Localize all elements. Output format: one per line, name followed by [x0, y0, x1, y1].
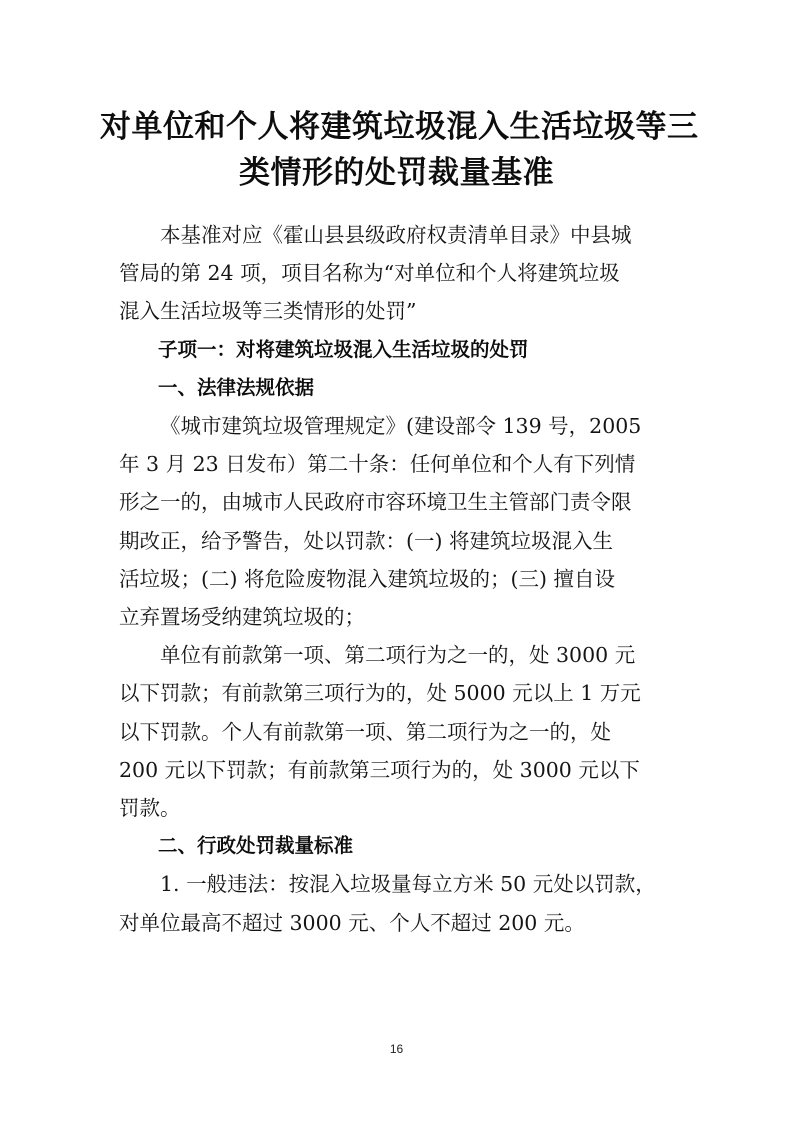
- title-line-2: 类情形的处罚裁量基准: [239, 155, 554, 191]
- intro-line-3: 混入生活垃圾等三类情形的处罚”: [119, 299, 417, 324]
- legal-basis-line-4: 期改正，给予警告，处以罚款：(一) 将建筑垃圾混入生: [119, 528, 614, 553]
- document-title: [100, 104, 699, 196]
- discretion-standard-paragraph: [119, 865, 681, 941]
- legal-basis-line-2: 年 3 月 23 日发布）第二十条：任何单位和个人有下列情: [119, 452, 636, 477]
- discretion-line-2: 对单位最高不超过 3000 元、个人不超过 200 元。: [119, 910, 585, 935]
- penalty-line-4: 200 元以下罚款；有前款第三项行为的，处 3000 元以下: [119, 757, 640, 782]
- penalty-line-1: 单位有前款第一项、第二项行为之一的，处 3000 元: [160, 643, 636, 668]
- legal-basis-line-6: 立弃置场受纳建筑垃圾的；: [119, 605, 365, 630]
- intro-line-2: 管局的第 24 项，项目名称为“对单位和个人将建筑垃圾: [119, 261, 620, 286]
- section1-heading: 一、法律法规依据: [158, 375, 315, 399]
- penalty-line-2: 以下罚款；有前款第三项行为的，处 5000 元以上 1 万元: [119, 681, 641, 706]
- page-number: 16: [389, 1042, 404, 1056]
- penalty-line-3: 以下罚款。个人有前款第一项、第二项行为之一的，处: [119, 719, 611, 744]
- subitem-heading: 子项一：对将建筑垃圾混入生活垃圾的处罚: [158, 337, 529, 361]
- intro-paragraph: [119, 216, 681, 331]
- legal-basis-line-3: 形之一的，由城市人民政府市容环境卫生主管部门责令限: [119, 490, 632, 515]
- document-body: [119, 216, 681, 942]
- discretion-line-1: 1. 一般违法：按混入垃圾量每立方米 50 元处以罚款，: [160, 872, 656, 897]
- section2-heading: 二、行政处罚裁量标准: [158, 834, 354, 858]
- legal-basis-paragraph: [119, 407, 681, 636]
- legal-basis-line-1: 《城市建筑垃圾管理规定》(建设部令 139 号，2005: [160, 414, 642, 439]
- legal-basis-line-5: 活垃圾；(二) 将危险废物混入建筑垃圾的；(三) 擅自设: [119, 566, 616, 591]
- penalty-paragraph: [119, 636, 681, 827]
- penalty-line-5: 罚款。: [119, 796, 181, 821]
- title-line-1: 对单位和个人将建筑垃圾混入生活垃圾等三: [100, 109, 699, 145]
- intro-line-1: 本基准对应《霍山县县级政府权责清单目录》中县城: [160, 223, 632, 247]
